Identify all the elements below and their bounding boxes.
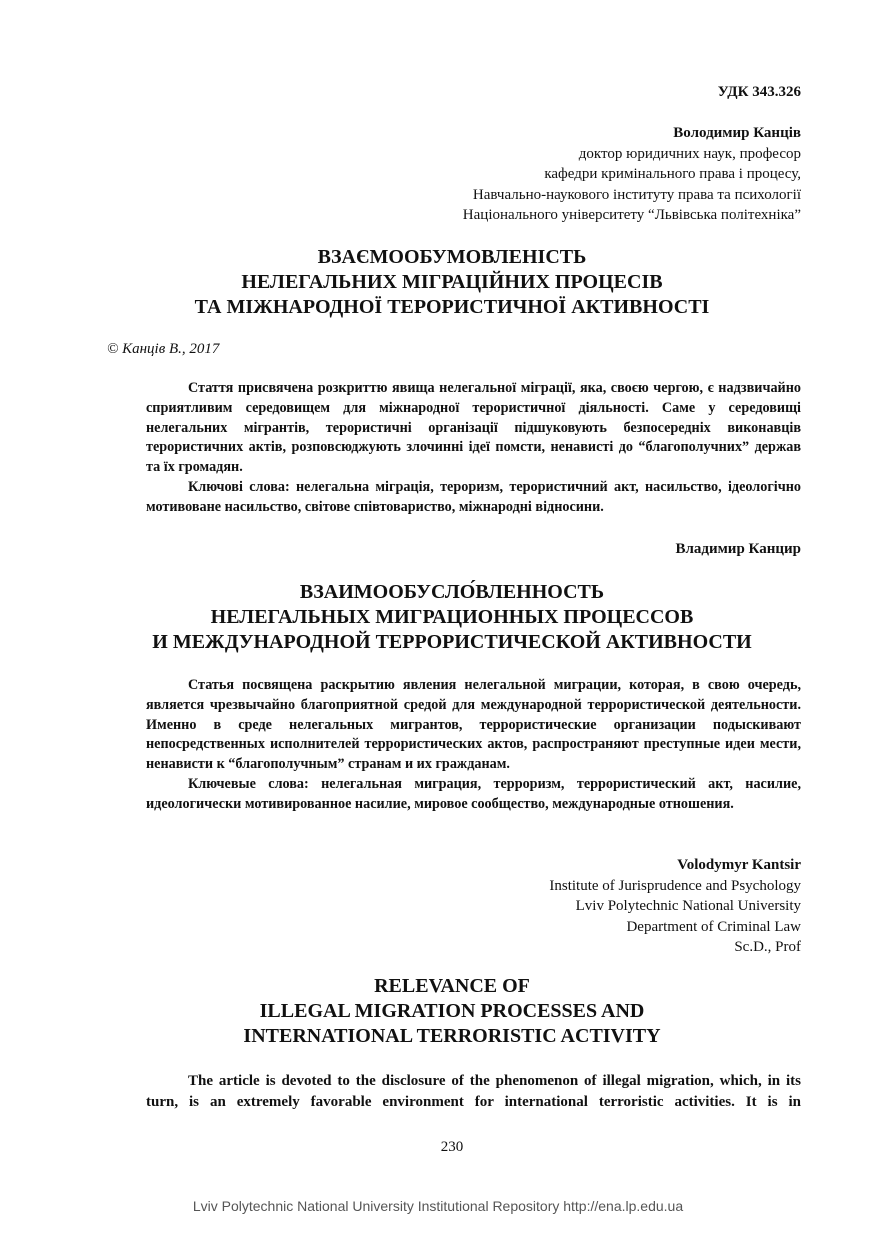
ua-title-line: ТА МІЖНАРОДНОЇ ТЕРОРИСТИЧНОЇ АКТИВНОСТІ: [194, 296, 710, 318]
ua-title-line: ВЗАЄМООБУМОВЛЕНІСТЬ: [317, 246, 587, 268]
en-author-affiliation-line: Institute of Jurisprudence and Psychology: [549, 877, 801, 894]
ua-abstract: Стаття присвячена розкриттю явища нелегальної міграції, яка, своєю чергою, є надзвичайно сприятливим середовищем для міжнародної терористичної діяльності. Саме у середовищі нелегальних мігрантів, терористичні організації підшуковують безпосередніх виконавців терористичних актів, розповсюджують злочинні ідеї помсти, ненависті до “благополучних” держав та їх громадян.: [146, 380, 801, 476]
en-title-line: INTERNATIONAL TERRORISTIC ACTIVITY: [243, 1025, 661, 1047]
en-author-affiliation-line: Department of Criminal Law: [626, 918, 801, 935]
en-abstract: The article is devoted to the disclosure of the phenomenon of illegal migration, which, in its turn, is an extremely favorable environment for international terroristic activities. It is in: [146, 1073, 801, 1110]
en-abstract-block: [146, 1071, 801, 1112]
ua-title-line: НЕЛЕГАЛЬНИХ МІГРАЦІЙНИХ ПРОЦЕСІВ: [241, 271, 663, 293]
ua-author-block: [463, 123, 801, 226]
page-number: 230: [440, 1139, 464, 1155]
ru-author-name: Владимир Канцир: [675, 541, 801, 557]
ua-author-affiliation-line: Національного університету “Львівська політехніка”: [462, 207, 801, 223]
ua-author-affiliation-line: доктор юридичних наук, професор: [578, 145, 801, 162]
copyright: © Канців В., 2017: [107, 341, 220, 357]
repository-footer: Lviv Polytechnic National University Institutional Repository http://ena.lp.edu.ua: [192, 1198, 684, 1214]
ru-title-line: ВЗАИМООБУСЛО́ВЛЕННОСТЬ: [299, 581, 605, 603]
en-title-line: ILLEGAL MIGRATION PROCESSES AND: [259, 1000, 645, 1022]
en-author-block: [549, 855, 801, 958]
ua-author-affiliation-line: Навчально-наукового інституту права та психології: [472, 186, 801, 203]
ru-abstract-block: [146, 676, 801, 815]
ua-keywords: Ключові слова: нелегальна міграція, тероризм, терористичний акт, насильство, ідеологічно мотивоване насильство, світове співтовариство, міжнародні відносини.: [146, 478, 801, 515]
udk-code: УДК 343.326: [717, 84, 801, 100]
en-author-name: Volodymyr Kantsir: [677, 857, 801, 873]
ru-abstract: Статья посвящена раскрытию явления нелегальной миграции, которая, в свою очередь, является чрезвычайно благоприятной средой для международной террористической деятельности. Именно в среде нелегальных мигрантов, террористические организации подыскивают непосредственных исполнителей террористических актов, распространяют преступные идеи мести, ненависти к “благополучным” странам и их гражданам.: [146, 677, 801, 773]
en-title-line: RELEVANCE OF: [374, 975, 530, 997]
ua-title: [0, 245, 876, 320]
ru-keywords: Ключевые слова: нелегальная миграция, терроризм, террористический акт, насилие, идеологически мотивированное насилие, мировое сообщество, международные отношения.: [146, 775, 801, 812]
ua-abstract-block: [146, 379, 801, 518]
en-author-affiliation-line: Sc.D., Prof: [734, 939, 801, 955]
ru-title-line: НЕЛЕГАЛЬНЫХ МИГРАЦИОННЫХ ПРОЦЕССОВ: [210, 606, 694, 628]
ua-author-affiliation-line: кафедри кримінального права і процесу,: [544, 166, 801, 182]
ru-title-line: И МЕЖДУНАРОДНОЙ ТЕРРОРИСТИЧЕСКОЙ АКТИВНОСТИ: [152, 631, 752, 653]
ru-title: [0, 580, 876, 655]
en-title: [0, 974, 876, 1049]
ua-author-name: Володимир Канців: [673, 125, 801, 141]
en-author-affiliation-line: Lviv Polytechnic National University: [575, 898, 801, 914]
